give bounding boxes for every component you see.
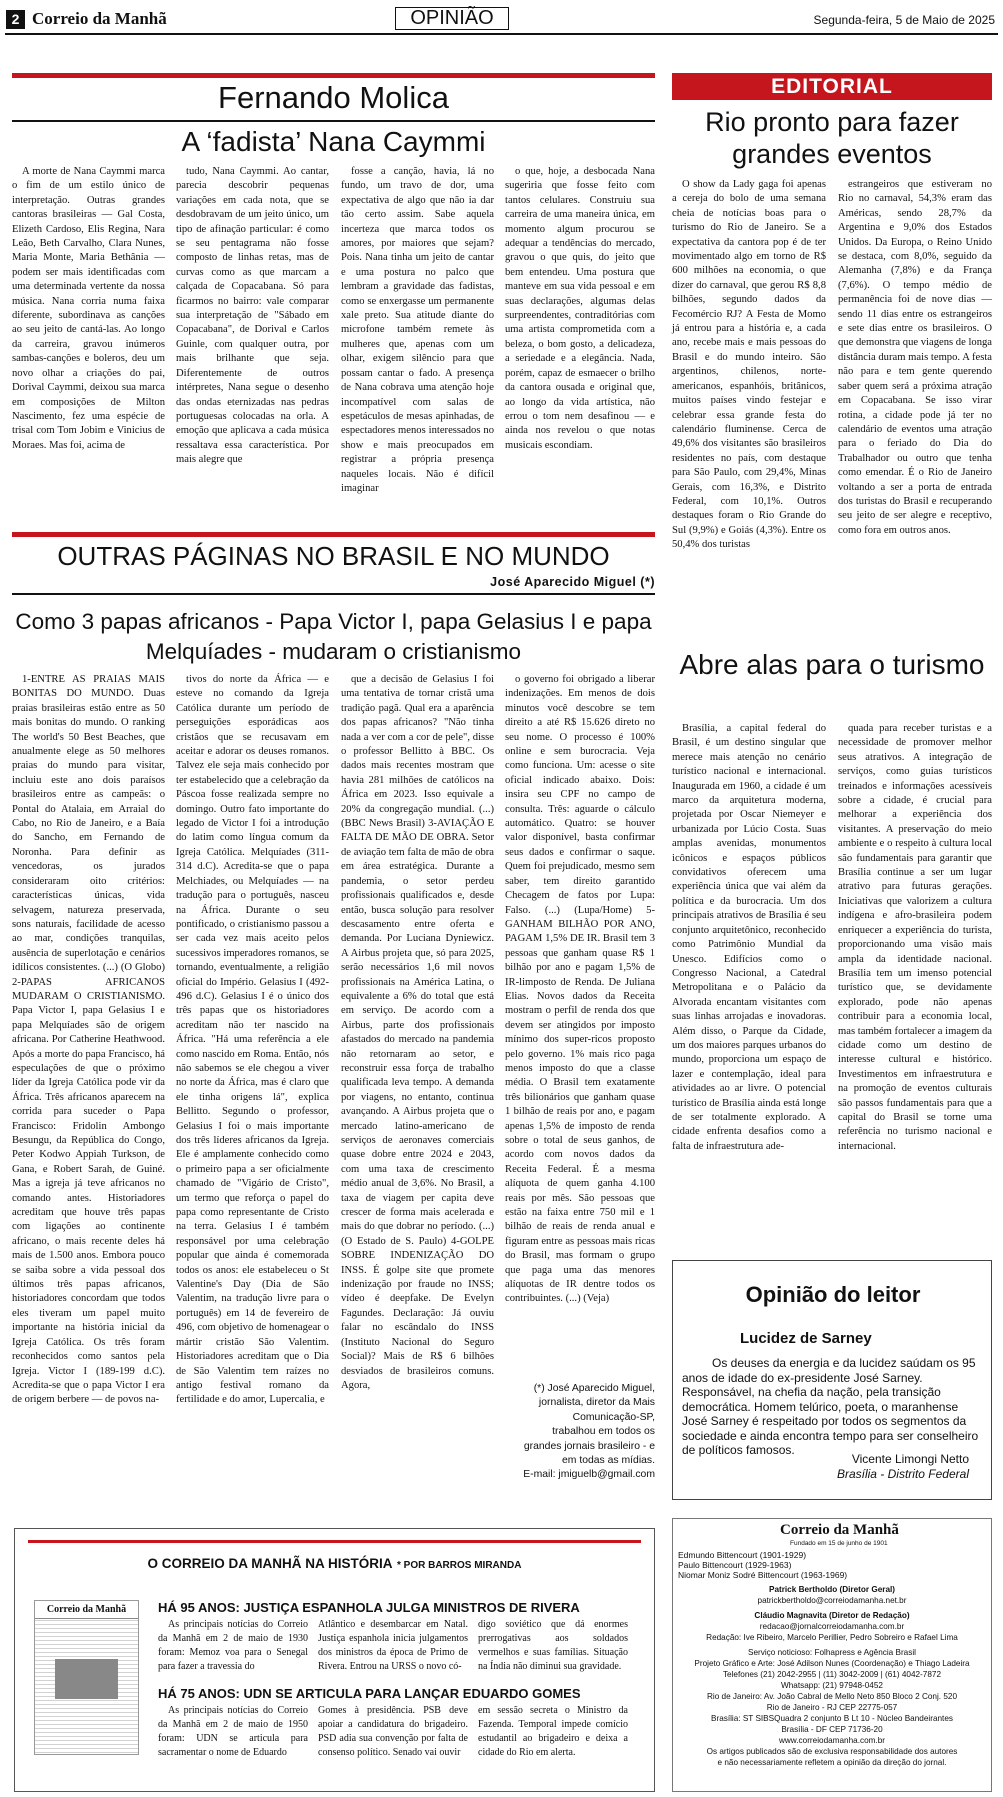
expediente-line: Os artigos publicados são de exclusiva responsabilidade dos autores bbox=[706, 1747, 958, 1756]
expediente-line: Rio de Janeiro: Av. João Cabral de Mello Neto 850 Bloco 2 Conj. 520 bbox=[706, 1692, 958, 1701]
expediente-line: Patrick Bertholdo (Diretor Geral) bbox=[768, 1585, 896, 1594]
turismo-col-1: Brasília, a capital federal do Brasil, é um destino singular que merece mais atenção no cenário turístico nacional e internacional. Inaugurada em 1960, a cidade é um marco da arquitetura moderna, projetada por Oscar Niemeyer e urbanizada por Lúcio Costa. Suas amplas avenidas, monumentos icônicos e espaços públicos convidativos oferecem uma experiência única que vai além da política e da burocracia. Um dos principais atrativos de Brasília é seu conjunto arquitetônico, reconhecido como Patrimônio Mundial da Unesco. Edifícios como o Congresso Nacional, a Catedral Metropolitana e o Palácio da Alvorada encantam visitantes com suas linhas arrojadas e inovadoras. Além disso, o Parque da Cidade, um dos maiores parques urbanos do mundo, proporciona um espaço de lazer e contemplação, ideal para atividades ao ar livre. O potencial turístico de Brasília ainda está longe de ser totalmente explorado. A cidade enfrenta desafios como a falta de infraestrutura ade- bbox=[672, 723, 826, 1152]
turismo-col-2: quada para receber turistas e a necessidade de promover melhor seus atrativos. A integração de serviços, como guias turísticos treinados e informações acessíveis sobre a cidade, é crucial para melhorar a experiência dos visitantes. A preservação do meio ambiente e o respeito à cultura local são fundamentais para garantir que Brasília continue a ser um lugar atrativo para futuras gerações. Iniciativas que valorizem a cultura indígena e afro-brasileira podem enriquecer a experiência do turista, proporcionando uma visão mais ampla da identidade nacional. Brasília tem um imenso potencial turístico que, se devidamente explorado, pode não apenas contribuir para a economia local, mas também fortalecer a imagem da cidade como um destino de interesse cultural e histórico. Investimentos em infraestrutura e na promoção de eventos culturais são passos fundamentais para que a capital do Brasil se torne uma referência no turismo nacional e internacional. bbox=[838, 723, 992, 1152]
expediente-line[interactable]: redacao@jornalcorreiodamanha.com.br bbox=[759, 1622, 905, 1631]
historia-rule bbox=[28, 1540, 641, 1543]
expediente-line: Rio de Janeiro - RJ CEP 22775-057 bbox=[766, 1703, 898, 1712]
author-note-line: Comunicação-SP, bbox=[572, 1411, 655, 1423]
masthead-brand: Correio da Manhã bbox=[32, 9, 167, 28]
molica-title: A ‘fadista’ Nana Caymmi bbox=[181, 126, 486, 157]
outras-author: José Aparecido Miguel (*) bbox=[490, 575, 655, 589]
leitor-title: Opinião do leitor bbox=[745, 1282, 921, 1307]
expediente-line: Telefones (21) 2042-2955 | (11) 3042-2009 | (61) 4042-7872 bbox=[722, 1670, 942, 1679]
founder-line: Paulo Bittencourt (1929-1963) bbox=[678, 1560, 792, 1570]
molica-mid-rule bbox=[12, 120, 655, 122]
historia-title-row bbox=[28, 1555, 641, 1573]
outras-title: OUTRAS PÁGINAS NO BRASIL E NO MUNDO bbox=[57, 541, 610, 571]
outras-col-2: tivos do norte da África — e esteve no comando da Igreja Católica durante um período de perseguições esporádicas aos cristãos que se recusavam em aceitar e adorar os deuses romanos. Talvez ele seja mais conhecido por ter estabelecido que a celebração da Páscoa fosse realizada sempre no domingo. Outro fato importante do legado de Victor I foi a introdução do latim como língua comum da Igreja Católica. Melquíades (311-314 d.C). Acredita-se que o papa Melchiades, ou Melquíades — na tradução para o português, nasceu na África. Durante o seu pontificado, o cristianismo passou a ser cada vez mais aceito pelos sucessivos imperadores romanos, se tornando, eventualmente, a religião oficial do Império. Gelasius I (492-496 d.C). Gelasius I é o único dos três papas que os historiadores acreditam não ter nascido na África. "Há uma referência a ele como nascido em Roma. Então, nós não sabemos se ele chegou a viver no norte da África, mas é claro que ele tinha origens lá", explica Bellitto. Segundo o professor, Gelasius I foi o mais importante dos três líderes africanos da Igreja. Ele é amplamente conhecido como o primeiro papa a ser oficialmente chamado de "Vigário de Cristo", um termo que reforça o papel do papa como representante de Cristo na terra. Gelasius I é também responsável por uma celebração popular que ainda é comemorada todos os anos: ele estabeleceu o St Valentine's Day (Dia de São Valentim, na tradução livre para o português) em 14 de fevereiro de 496, com objetivo de homenagear o mártir cristão São Valentim. Historiadores acreditam que o Dia de São Valentim tem raízes no antigo festival romano da fertilidade e do amor, Lupercalia, e bbox=[176, 674, 329, 1406]
molica-col-4: o que, hoje, a desbocada Nana sugeriria que fosse feito com tantos celulares. Construiu sua carreira de uma maneira única, em momento algum procurou se adequar a tendências do mercado, gravou o que quis, do jeito que bem entendeu. Uma postura que manteve em sua vida pessoal e em suas declarações, algumas delas surpreendentes, contraditórias com uma artista comprometida com a beleza, o bom gosto, a delicadeza, a seriedade e a elegância. Nada, porém, capaz de esmaecer o brilho da cantora ousada e original que, ao longo da vida artística, não errou o tom nem desafinou — e ainda nos revelou o que notas musicais escondiam. bbox=[505, 166, 655, 451]
expediente-line[interactable]: patrickbertholdo@correiodamanha.net.br bbox=[757, 1596, 907, 1605]
outras-col-3: que a decisão de Gelasius I foi uma tentativa de tornar cristã uma tradição pagã. Qual era a aparência dos papas africanos? "Não tinha nada a ver com a cor de pele", disse o professor Bellitto à BBC. Os dados mais recentes mostram que havia 281 milhões de católicos na África em 2023. Isso equivale a 20% da congregação mundial. (...) (BBC News Brasil) 3-AVIAÇÃO E FALTA DE MÃO DE OBRA. Setor de aviação tem falta de mão de obra em área estratégica. Durante a pandemia, o setor perdeu profissionais qualificados e, desde então, busca solução para resolver descasamento entre oferta e demanda. Por Luciana Dyniewicz. A Airbus projeta que, só para 2025, serão necessários 1,6 mil novos profissionais na América Latina, o equivalente a 6% do total que está em serviço. De acordo com a Airbus, parte dos profissionais afastados do mercado na pandemia não retornaram ao setor, e reconstruir essa força de trabalho qualificada leva tempo. A demanda por viagens, no entanto, continua avançando. A Airbus projeta que o mercado latino-americano de serviços de aeronaves comerciais quase dobre entre 2024 e 2043, com uma taxa de crescimento médio anual de 3,6%. No Brasil, a taxa de viagem per capita deve crescer de forma mais acelerada e mais do que dobrar no período. (...) (O Estado de S. Paulo) 4-GOLPE SOBRE INDENIZAÇÃO DO INSS. É golpe site que promete indenização por fraude no INSS; vídeo é deepfake. De Evelyn Fagundes. Declaração: Já ouviu falar no escândalo do INSS (Instituto Nacional do Seguro Social)? Mais de R$ 6 bilhões desviados de brasileiros comuns. Agora, bbox=[341, 674, 494, 1391]
author-note-line: trabalhou em todos os bbox=[552, 1426, 655, 1438]
founder-line: Edmundo Bittencourt (1901-1929) bbox=[678, 1550, 807, 1560]
expediente-line: Projeto Gráfico e Arte: José Adilson Nunes (Coordenação) e Thiago Ladeira bbox=[694, 1659, 970, 1668]
editorial-label: EDITORIAL bbox=[672, 73, 992, 100]
author-note-line: em todas as mídias. bbox=[562, 1455, 655, 1467]
leitor-signature: Vicente Limongi Netto bbox=[851, 1452, 969, 1466]
expediente-founded: Fundado em 15 de junho de 1901 bbox=[790, 1540, 888, 1547]
expediente-line: Redação: Ive Ribeiro, Marcelo Perillier, Pedro Sobreiro e Rafael Lima bbox=[706, 1633, 958, 1642]
expediente-line: Whatsapp: (21) 97948-0452 bbox=[781, 1681, 883, 1690]
outras-headline: Como 3 papas africanos - Papa Victor I, papa Gelasius I e papa Melquíades - mudaram o cristianismo bbox=[15, 609, 652, 664]
author-note-line: (*) José Aparecido Miguel, bbox=[533, 1383, 655, 1394]
page-number: 2 bbox=[6, 10, 25, 29]
historia-2-col-1: As principais notícias do Correio da Manhã em 2 de maio de 1950 foram: UDN se articula para sacramentar o nome de Eduardo bbox=[158, 1705, 308, 1758]
historia-headline-1: HÁ 95 ANOS: JUSTIÇA ESPANHOLA JULGA MINISTROS DE RIVERA bbox=[158, 1600, 580, 1615]
molica-col-1: A morte de Nana Caymmi marca o fim de um estilo único de interpretação. Outras grandes cantoras brasileiras — Gal Costa, Elizeth Cardoso, Elis Regina, Nara Leão, Beth Carvalho, Clara Nunes, Maria Monte, Maria Bethânia — podem ser mais identificadas com uma determinada vertente da nossa música. Nana corria numa faixa diferente, subordinava as canções ao seu jeito de cantá-las. Ao longo da carreira, gravou inúmeros sambas-canções e boleros, deu um novo olhar a criações do pai, Dorival Caymmi, deixou sua marca em composições de Milton Nascimento, fez uma espécie de trisal com Tom Jobim e Vinicius de Moraes. Mas foi, acima de bbox=[12, 166, 165, 451]
historia-title: O CORREIO DA MANHÃ NA HISTÓRIA bbox=[147, 1556, 393, 1571]
expediente-line: Brasília: ST SIBSQuadra 2 conjunto B Lt 10 - Núcleo Bandeirantes bbox=[711, 1714, 953, 1723]
molica-col-3: fosse a canção, havia, lá no fundo, um travo de dor, uma expectativa de algo que não ia dar tão certo assim. Sabe aquela incerteza que marca todos os amores, por maiores que sejam? Pois. Nana tinha um jeito de cantar e uma postura no palco que lembram a gravidade das fadistas, como se enxergasse um permanente xale preto. Sua atitude diante do microfone também remete às mulheres que, apenas com um olhar, exigem silêncio para que possam cantar o fado. A presença de Nana cobrava uma atenção hoje incompatível com salas de espetáculos de mesas apinhadas, de espectadores menos interessados no show e mais preocupados em registrar a própria presença naqueles locais. Não é difícil imaginar bbox=[341, 166, 494, 494]
historia-1-col-2: Atlântico e desembarcar em Natal. Justiça espanhola inicia julgamentos dos ministros da época de Primo de Rivera. Entrou na URSS o novo có- bbox=[318, 1619, 468, 1672]
outras-col-1: 1-ENTRE AS PRAIAS MAIS BONITAS DO MUNDO. Duas praias brasileiras estão entre as 50 mais bonitas do mundo. O ranking The world's 50 Best Beaches, que anualmente elege as 50 melhores praias do mundo para visitar, incluiu este ano dois paraísos brasileiros entre as campeãs: o Pontal do Atalaia, em Arraial do Cabo, no Rio de Janeiro, e a Baía do Sancho, em Fernando de Noronha. Para definir as vencedoras, os jurados consideraram oito critérios: características únicas, vida selvagem, natureza preservada, sons naturais, facilidade de acesso ao mar, condições tranquilas, ausência de superlotação e cenários idílicos consistentes. (...) (O Globo) 2-PAPAS AFRICANOS MUDARAM O CRISTIANISMO. Papa Victor I, papa Gelasius I e papa Melquíades são de origem africana. Por Catherine Heathwood. Após a morte do papa Francisco, há especulações de que o próximo líder da Igreja Católica pode vir da África. Três africanos aparecem na corrida para suceder o Papa Francisco: Fridolin Ambongo Besungu, da República do Congo, Peter Kodwo Appiah Turkson, de Gana, e Robert Sarah, de Guiné. Mas a igreja já teve africanos no comando antes. Historiadores acreditam que houve três papas com ligações ao continente africano, o mais recente deles há mais de 1.500 anos. Embora pouco se saiba sobre a vida pessoal dos últimos três papas africanos, historiadores concordam que todos eles tiveram um papel muito importante na história inicial da Igreja Católica. Os três foram reconhecidos como santos pela Igreja. Victor I (189-199 d.C). Acredita-se que o papa Victor I era de origem berbere — de povos na- bbox=[12, 674, 165, 1406]
historia-1-col-3: digo soviético que dá enormes prerrogativas aos soldados vermelhos e suas famílias. Situação na Índia não diminui sua gravidade. bbox=[478, 1619, 628, 1672]
historia-2-col-3: em sessão secreta o Ministro da Fazenda. Temporal impede comício estudantil ao brigadeiro e deixa a cidade do Rio em alerta. bbox=[478, 1705, 628, 1758]
editorial-col-2: estrangeiros que estiveram no Rio no carnaval, 54,3% eram das Américas, sendo 28,7% da Argentina e 9,0% dos Estados Unidos. Da Europa, o Reino Unido se destaca, com 8,0%, seguido da Alemanha (7,8%) e da França (7,6%). O tempo médio de permanência foi de nove dias — sendo 11 dias entre os estrangeiros e sete dias entre os brasileiros. O que demonstra que viagens de longa distância duram mais tempo. A festa não para e tem gente querendo saber quem será a próxima atração em Copacabana. Se isso virar rotina, a cidade pode já ter no calendário de eventos uma atração para o feriado do Dia do Trabalhador ou outro que tenha como emendar. É o Rio de Janeiro voltando a ser a porta de entrada dos turistas do Brasil e recuperando seu jeito de ser alegre e receptivo, como fora em outros anos. bbox=[838, 179, 992, 536]
page-date: Segunda-feira, 5 de Maio de 2025 bbox=[813, 13, 995, 27]
outras-mid-rule bbox=[12, 593, 655, 595]
molica-col-2: tudo, Nana Caymmi. Ao cantar, parecia descobrir pequenas variações em cada nota, que se desdobravam de um jeito único, um tipo de afinação particular: é como se seu pentagrama não fosse composto de linhas retas, mas de curvas como as que marcam a calçada de Copacabana. Só para ficarmos no bairro: vale comparar sua interpretação de "Sábado em Copacabana", de Dorival e Carlos Guinle, com qualquer outra, por mais brilhante que seja. Diferentemente de outros intérpretes, Nana segue o desenho das ondas eternizadas nas pedras portuguesas colocadas na orla. A emoção que aplicava a cada música ressaltava essa característica. Por mais alegre que bbox=[176, 166, 329, 466]
historia-thumbnail-photo bbox=[55, 1659, 118, 1699]
author-note-email[interactable]: E-mail: jmiguelb@gmail.com bbox=[523, 1469, 655, 1481]
expediente-staff bbox=[676, 1584, 988, 1768]
outras-top-rule bbox=[12, 532, 655, 537]
historia-thumbnail bbox=[34, 1600, 139, 1755]
author-note-line: grandes jornais brasileiro - e bbox=[523, 1440, 655, 1452]
historia-headline-2: HÁ 75 ANOS: UDN SE ARTICULA PARA LANÇAR EDUARDO GOMES bbox=[158, 1686, 581, 1701]
header-rule bbox=[5, 33, 998, 35]
outras-col-4: o governo foi obrigado a liberar indenizações. Em menos de dois minutos você descobre se tem direito a até R$ 15.626 direto no seu nome. O processo é 100% online e sem burocracia. Veja como funciona. Um: acesse o site oficial indicado abaixo. Dois: insira seu CPF no campo de consulta. Três: aguarde o cálculo automático. Quatro: se houver valor disponível, basta confirmar seus dados e confirmar o saque. Quem foi prejudicado, mesmo sem saber, tem direito garantido Checagem de fatos por Lupa: Falso. (...) (Lupa/Home) 5-GANHAM BILHÃO POR ANO, PAGAM 1,5% DE IR. Brasil tem 3 pessoas que ganham quase R$ 1 bilhão por ano e pagam 1,5% de IR-limposto de Renda. De Juliana Elias. Novos dados da Receita mostram o perfil de renda dos que devem ser atingidos por imposto mínimo dos super-ricos proposto pelo governo. 1% mais rico paga menos imposto do que a classe média. O Brasil tem exatamente três bilionários que ganham quase 1 bilhão de reais por ano, e pagam apenas 1,5% de imposto de renda sobre o total de seus ganhos, de acordo com novos dados da Receita Federal. É a mesma alíquota de quem ganha 4.100 reais por mês. São pessoas que estão na faixa entre 750 mil e 1 bilhão de reais de renda anual e figuram entre as pessoas mais ricas do Brasil, mas formam o grupo que paga uma das menores alíquotas de IR dentre todos os contribuintes. (...) (Veja) bbox=[505, 674, 655, 1305]
leitor-text: Os deuses da energia e da lucidez saúdam os 95 anos de idade do ex-presidente José Sarney. Responsável, na chefia da nação, pela transição democrática. Homem telúrico, poeta, o maranhense José Sarney é respeitado por todos os segmentos da sociedade e ainda encontra tempo para ser conselheiro de políticos famosos. bbox=[682, 1356, 979, 1457]
section-label: OPINIÃO bbox=[395, 7, 509, 30]
founder-line: Niomar Moniz Sodré Bittencourt (1963-1969) bbox=[678, 1570, 848, 1580]
expediente-line: e não necessariamente refletem a opinião da direção do jornal. bbox=[717, 1758, 947, 1767]
historia-2-col-2: Gomes à presidência. PSB deve apoiar a candidatura do brigadeiro. PSD adia sua convenção por falta de consenso político. Senado vai ouvir bbox=[318, 1705, 468, 1758]
historia-1-col-1: As principais notícias do Correio da Manhã em 2 de maio de 1930 foram: Memoz voa para o Senegal para fazer a travessia do bbox=[158, 1619, 308, 1672]
molica-top-rule bbox=[12, 73, 655, 78]
expediente-brand: Correio da Manhã bbox=[780, 1522, 899, 1538]
author-note-line: jornalista, diretor da Mais bbox=[538, 1397, 655, 1409]
expediente-line: Serviço noticioso: Folhapress e Agência Brasil bbox=[748, 1648, 916, 1657]
expediente-line: Cláudio Magnavita (Diretor de Redação) bbox=[754, 1611, 910, 1620]
editorial-title: Rio pronto para fazer grandes eventos bbox=[705, 107, 959, 169]
editorial-col-1: O show da Lady gaga foi apenas a cereja do bolo de uma semana cheia de notícias boas para o turismo do Rio de Janeiro. Se a expectativa da cantora pop é de ter movimentado algo em torno de R$ 600 milhões na economia, o que dizer do carnaval, que gerou R$ 8,8 bilhões, segundo dados da Fecomércio RJ? A Festa de Momo já entrou para a história e, a cada ano, recebe mais e mais pessoas do Brasil e do mundo inteiro. São argentinos, chilenos, norte-americanos, espanhóis, britânicos, muitos países vindo festejar e celebrar essa grande festa do calendário fluminense. Cerca de 49,6% dos visitantes são brasileiros residentes no país, com destaque para São Paulo, com 29,4%, Minas Gerais, com 16,3%, e Distrito Federal, com 10,1%. Outros destaques foram o Rio Grande do Sul (9,9%) e Goiás (4,3%). Entre os 50,4% dos turistas bbox=[672, 179, 826, 551]
expediente-founders bbox=[678, 1550, 847, 1580]
molica-author: Fernando Molica bbox=[218, 80, 449, 115]
turismo-title: Abre alas para o turismo bbox=[679, 649, 985, 680]
author-note bbox=[505, 1382, 655, 1483]
historia-byline: * POR BARROS MIRANDA bbox=[397, 1560, 522, 1571]
leitor-subtitle: Lucidez de Sarney bbox=[740, 1330, 872, 1347]
expediente-line[interactable]: www.correiodamanha.com.br bbox=[778, 1736, 886, 1745]
expediente-line: Brasília - DF CEP 71736-20 bbox=[781, 1725, 883, 1734]
leitor-place: Brasília - Distrito Federal bbox=[836, 1467, 969, 1481]
historia-thumbnail-masthead: Correio da Manhã bbox=[35, 1601, 138, 1619]
